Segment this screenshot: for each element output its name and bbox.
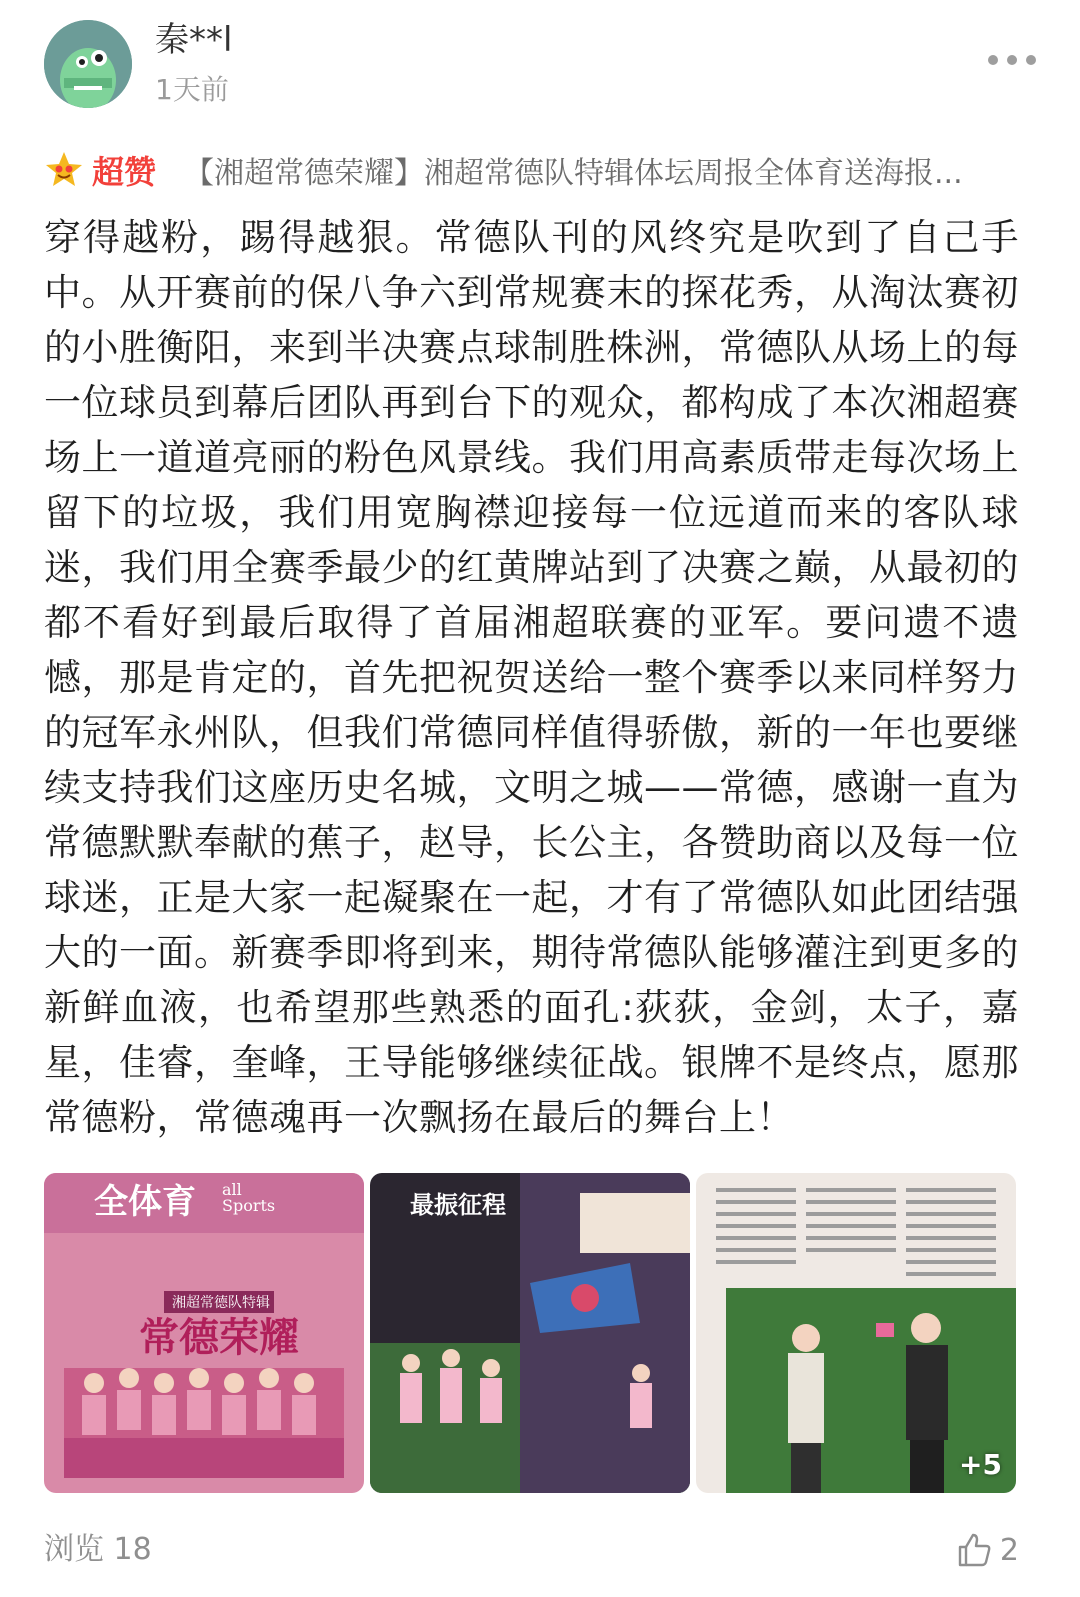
magazine-spread-image xyxy=(370,1173,690,1493)
cover-subtitle-2: Sports xyxy=(222,1196,276,1215)
more-options-button[interactable] xyxy=(988,50,1036,70)
post-body: 穿得越粉，踢得越狠。常德队刊的风终究是吹到了自己手中。从开赛前的保八争六到常规赛末的探花秀，从淘汰赛初的小胜衡阳，来到半决赛点球制胜株洲，常德队从场上的每一位球员到幕后团队再到台下的观众，都构成了本次湘超赛场上一道道亮丽的粉色风景线。我们用高素质带走每次场上留下的垃圾，我们用宽胸襟迎接每一位远道而来的客队球迷，我们用全赛季最少的红黄牌站到了决赛之巅，从最初的都不看好到最后取得了首届湘超联赛的亚军。要问遗不遗憾，那是肯定的，首先把祝贺送给一整个赛季以来同样努力的冠军永州队，但我们常德同样值得骄傲，新的一年也要继续支持我们这座历史名城，文明之城——常德，感谢一直为常德默默奉献的蕉子，赵导，长公主，各赞助商以及每一位球迷，正是大家一起凝聚在一起，才有了常德队如此团结强大的一面。新赛季即将到来，期待常德队能够灌注到更多的新鲜血液，也希望那些熟悉的面孔:荻荻，金剑，太子，嘉星，佳睿，奎峰，王导能够继续征战。银牌不是终点，愿那常德粉，常德魂再一次飘扬在最后的舞台上！ xyxy=(44,216,1019,1139)
cover-subtitle-1: all xyxy=(222,1180,242,1199)
post-header xyxy=(0,0,1080,130)
thumbs-up-icon xyxy=(956,1532,992,1568)
more-dot xyxy=(1026,55,1036,65)
post-footer xyxy=(44,1525,1019,1575)
image-thumb-cover[interactable] xyxy=(44,1173,364,1493)
rating-label: 超赞 xyxy=(92,153,157,191)
cover-banner: 湘超常德队特辑 xyxy=(172,1295,270,1311)
like-button[interactable] xyxy=(956,1525,1019,1575)
product-title-link[interactable]: 【湘超常德荣耀】湘超常德队特辑体坛周报全体育送海报... xyxy=(184,156,963,191)
rating-row[interactable] xyxy=(44,145,1044,195)
star-face-icon xyxy=(44,150,84,190)
magazine-cover-image xyxy=(44,1173,364,1493)
spread-headline: 最振征程 xyxy=(410,1191,506,1219)
image-gallery xyxy=(44,1173,1016,1493)
image-thumb-article[interactable] xyxy=(696,1173,1016,1493)
avatar[interactable] xyxy=(44,20,132,108)
username[interactable]: 秦**l xyxy=(155,20,233,60)
image-thumb-spread[interactable] xyxy=(370,1173,690,1493)
cover-title: 全体育 xyxy=(94,1182,196,1222)
more-dot xyxy=(1007,55,1017,65)
avatar-monster-icon xyxy=(44,20,132,108)
post-time: 1天前 xyxy=(155,73,229,106)
cover-headline: 常德荣耀 xyxy=(139,1315,299,1361)
like-count: 2 xyxy=(999,1532,1019,1568)
team-players-graphic xyxy=(64,1368,344,1478)
more-images-count: +5 xyxy=(959,1448,1002,1481)
magazine-article-image xyxy=(696,1173,1016,1493)
view-count: 浏览 18 xyxy=(44,1532,152,1567)
more-dots-icon xyxy=(988,55,998,65)
